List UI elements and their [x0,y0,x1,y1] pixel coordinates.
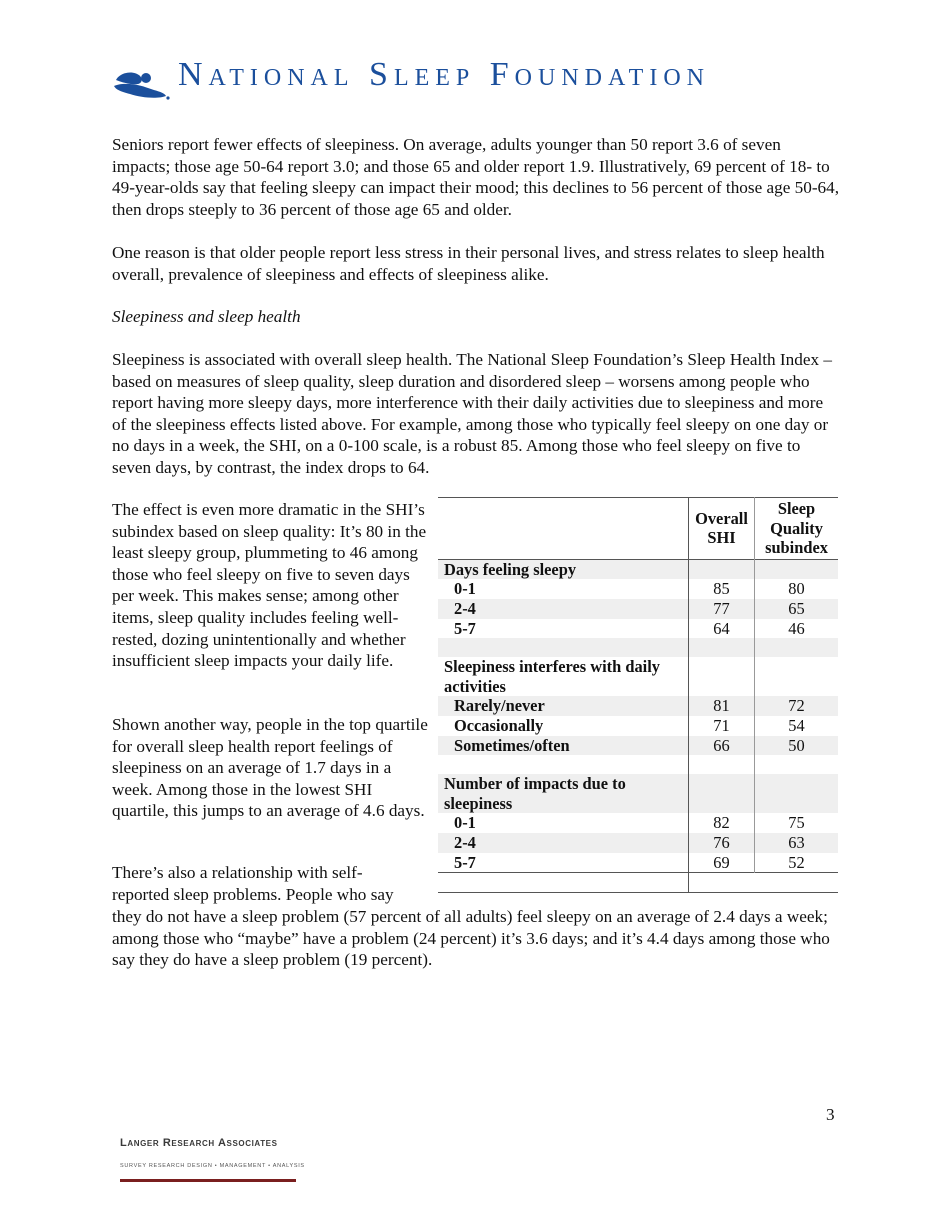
paragraph-sleep-health: Sleepiness is associated with overall sleep health. The National Sleep Foundation’s Sleep Health Index – based on measures of sleep quality, sleep duration and disordered sleep – worsens among people who report having more sleepy days, more interference with their daily activities due to sleepiness and more of the sleepiness effects listed above. For example, among those who typically feel sleepy on one day or no days in a week, the SHI, on a 0-100 scale, is a robust 85. Among those who feel sleepy on five to seven days, by contrast, the index drops to 64. [112,350,832,477]
table-row: 0-1 85 80 [438,579,838,599]
table-section-title: Sleepiness interferes with daily activities [438,657,838,696]
paragraph-sleep-problems-start: There’s also a relationship with self-reported sleep problems. People who say [112,863,394,904]
table-section-title: Number of impacts due to sleepiness [438,774,838,813]
sleep-health-table [438,497,838,893]
footer-brand-logo [120,1133,305,1182]
col-overall-shi: Overall SHI [689,498,755,560]
table-row: 5-7 69 52 [438,853,838,873]
col-sleep-quality: Sleep Quality subindex [765,499,828,558]
paragraph-sleep-problems-end: they do not have a sleep problem (57 percent of all adults) feel sleepy on an average of 2.4 days a week; among those who “maybe” have a problem (24 percent) it’s 3.6 days; and it’s 4.4 days among those who say they do have a sleep problem (19 percent). [112,907,830,970]
table-row: 2-4 76 63 [438,833,838,853]
table-row: 2-4 77 65 [438,599,838,619]
table-row: Rarely/never 81 72 [438,696,838,716]
footer-brand-tagline: SURVEY RESEARCH DESIGN • MANAGEMENT • ANALYSIS [120,1162,305,1169]
table-row: 5-7 64 46 [438,619,838,639]
paragraph-quartile: Shown another way, people in the top quartile for overall sleep health report feelings of sleepiness on an average of 1.7 days in a week. Among those in the lowest SHI quartile, this jumps to an average of 4.6 days. [112,715,428,821]
table-spacer-row [438,755,838,774]
section-subheading: Sleepiness and sleep health [112,307,301,326]
sleeping-figure-logo-icon [112,66,172,102]
table-spacer-row [438,873,838,893]
footer-brand-name: Langer Research Associates [120,1137,278,1149]
table-section-title: Days feeling sleepy [438,559,838,579]
page-number: 3 [826,1105,835,1124]
table-row: Sometimes/often 66 50 [438,736,838,756]
table-spacer-row [438,638,838,657]
paragraph-stress: One reason is that older people report less stress in their personal lives, and stress relates to sleep health overall, prevalence of sleepiness and effects of sleepiness alike. [112,243,825,284]
org-name: National Sleep Foundation [178,56,710,93]
paragraph-seniors: Seniors report fewer effects of sleepiness. On average, adults younger than 50 report 3.6 of seven impacts; those age 50-64 report 3.0; and those 65 and older report 1.9. Illustratively, 69 percent of 18- to 49-year-olds say that feeling sleepy can impact their mood; this declines to 56 percent of those age 50-64, then drops steeply to 36 percent of those age 65 and older. [112,135,840,219]
footer-accent-bar [120,1179,296,1182]
table-row: 0-1 82 75 [438,813,838,833]
paragraph-subindex: The effect is even more dramatic in the SHI’s subindex based on sleep quality: It’s 80 in the least sleepy group, plummeting to 46 among those who feel sleepy on five to seven days per week. This makes sense; among other items, sleep quality includes feeling well-rested, dozing unintentionally and whether insufficient sleep impacts your daily life. [112,500,427,671]
table-row: Occasionally 71 54 [438,716,838,736]
table-header-row [438,498,838,560]
